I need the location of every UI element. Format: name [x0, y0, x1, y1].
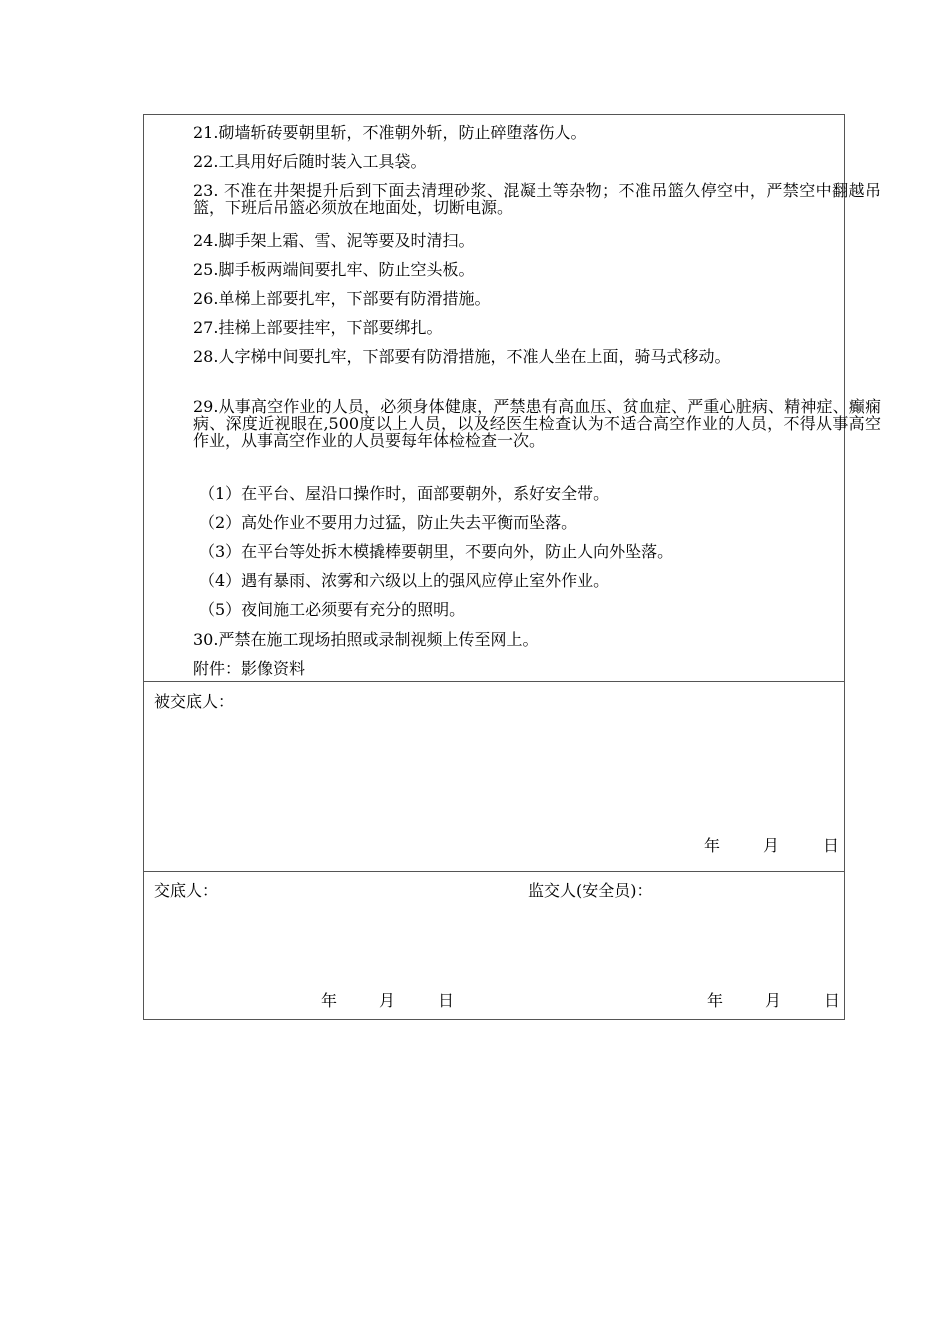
rule-29-sub-3: （3）在平台等处拆木模撬棒要朝里，不要向外，防止人向外坠落。: [199, 542, 674, 561]
presenter-date-year: 年: [321, 991, 338, 1010]
attachment-note: 附件：影像资料: [193, 659, 306, 678]
recipient-date-year: 年: [704, 836, 721, 855]
rule-29-sub-4: （4）遇有暴雨、浓雾和六级以上的强风应停止室外作业。: [199, 571, 610, 590]
rule-28: 28.人字梯中间要扎牢，下部要有防滑措施，不准人坐在上面，骑马式移动。: [193, 347, 731, 366]
presenter-date-month: 月: [379, 991, 396, 1010]
rule-26: 26.单梯上部要扎牢，下部要有防滑措施。: [193, 289, 491, 308]
presenter-label: 交底人：: [154, 881, 219, 900]
disclosure-table: [143, 114, 881, 1020]
rule-29-sub-2: （2）高处作业不要用力过猛，防止失去平衡而坠落。: [199, 513, 578, 532]
recipient-date-day: 日: [823, 836, 840, 855]
signature-section: [144, 872, 844, 1019]
rule-24: 24.脚手架上霜、雪、泥等要及时清扫。: [193, 231, 475, 250]
rule-23: 23. 不准在井架提升后到下面去清理砂浆、混凝土等杂物；不准吊篮久停空中，严禁空中翻越吊篮，下班后吊篮必须放在地面处，切断电源。: [193, 181, 881, 217]
rule-29: 29.从事高空作业的人员，必须身体健康，严禁患有高血压、贫血症、严重心脏病、精神症、癫痫病、深度近视眼在,500度以上人员，以及经医生检查认为不适合高空作业的人员，不得从事高空作业，从事高空作业的人员要每年体检检查一次。: [193, 397, 881, 450]
presenter-date-day: 日: [438, 991, 455, 1010]
recipient-section: [144, 681, 844, 872]
rule-22: 22.工具用好后随时装入工具袋。: [193, 152, 427, 171]
rule-21: 21.砌墙斩砖要朝里斩，不准朝外斩，防止碎堕落伤人。: [193, 123, 587, 142]
supervisor-date-month: 月: [765, 991, 782, 1010]
rule-30: 30.严禁在施工现场拍照或录制视频上传至网上。: [193, 630, 539, 649]
supervisor-date-day: 日: [824, 991, 841, 1010]
rule-27: 27.挂梯上部要挂牢，下部要绑扎。: [193, 318, 443, 337]
rule-25: 25.脚手板两端间要扎牢、防止空头板。: [193, 260, 475, 279]
rule-29-sub-5: （5）夜间施工必须要有充分的照明。: [199, 600, 466, 619]
recipient-label: 被交底人：: [154, 692, 235, 711]
recipient-date-month: 月: [763, 836, 780, 855]
rules-section: [144, 115, 881, 682]
rule-29-sub-1: （1）在平台、屋沿口操作时，面部要朝外，系好安全带。: [199, 484, 610, 503]
supervisor-label: 监交人(安全员)：: [528, 881, 653, 900]
supervisor-date-year: 年: [707, 991, 724, 1010]
